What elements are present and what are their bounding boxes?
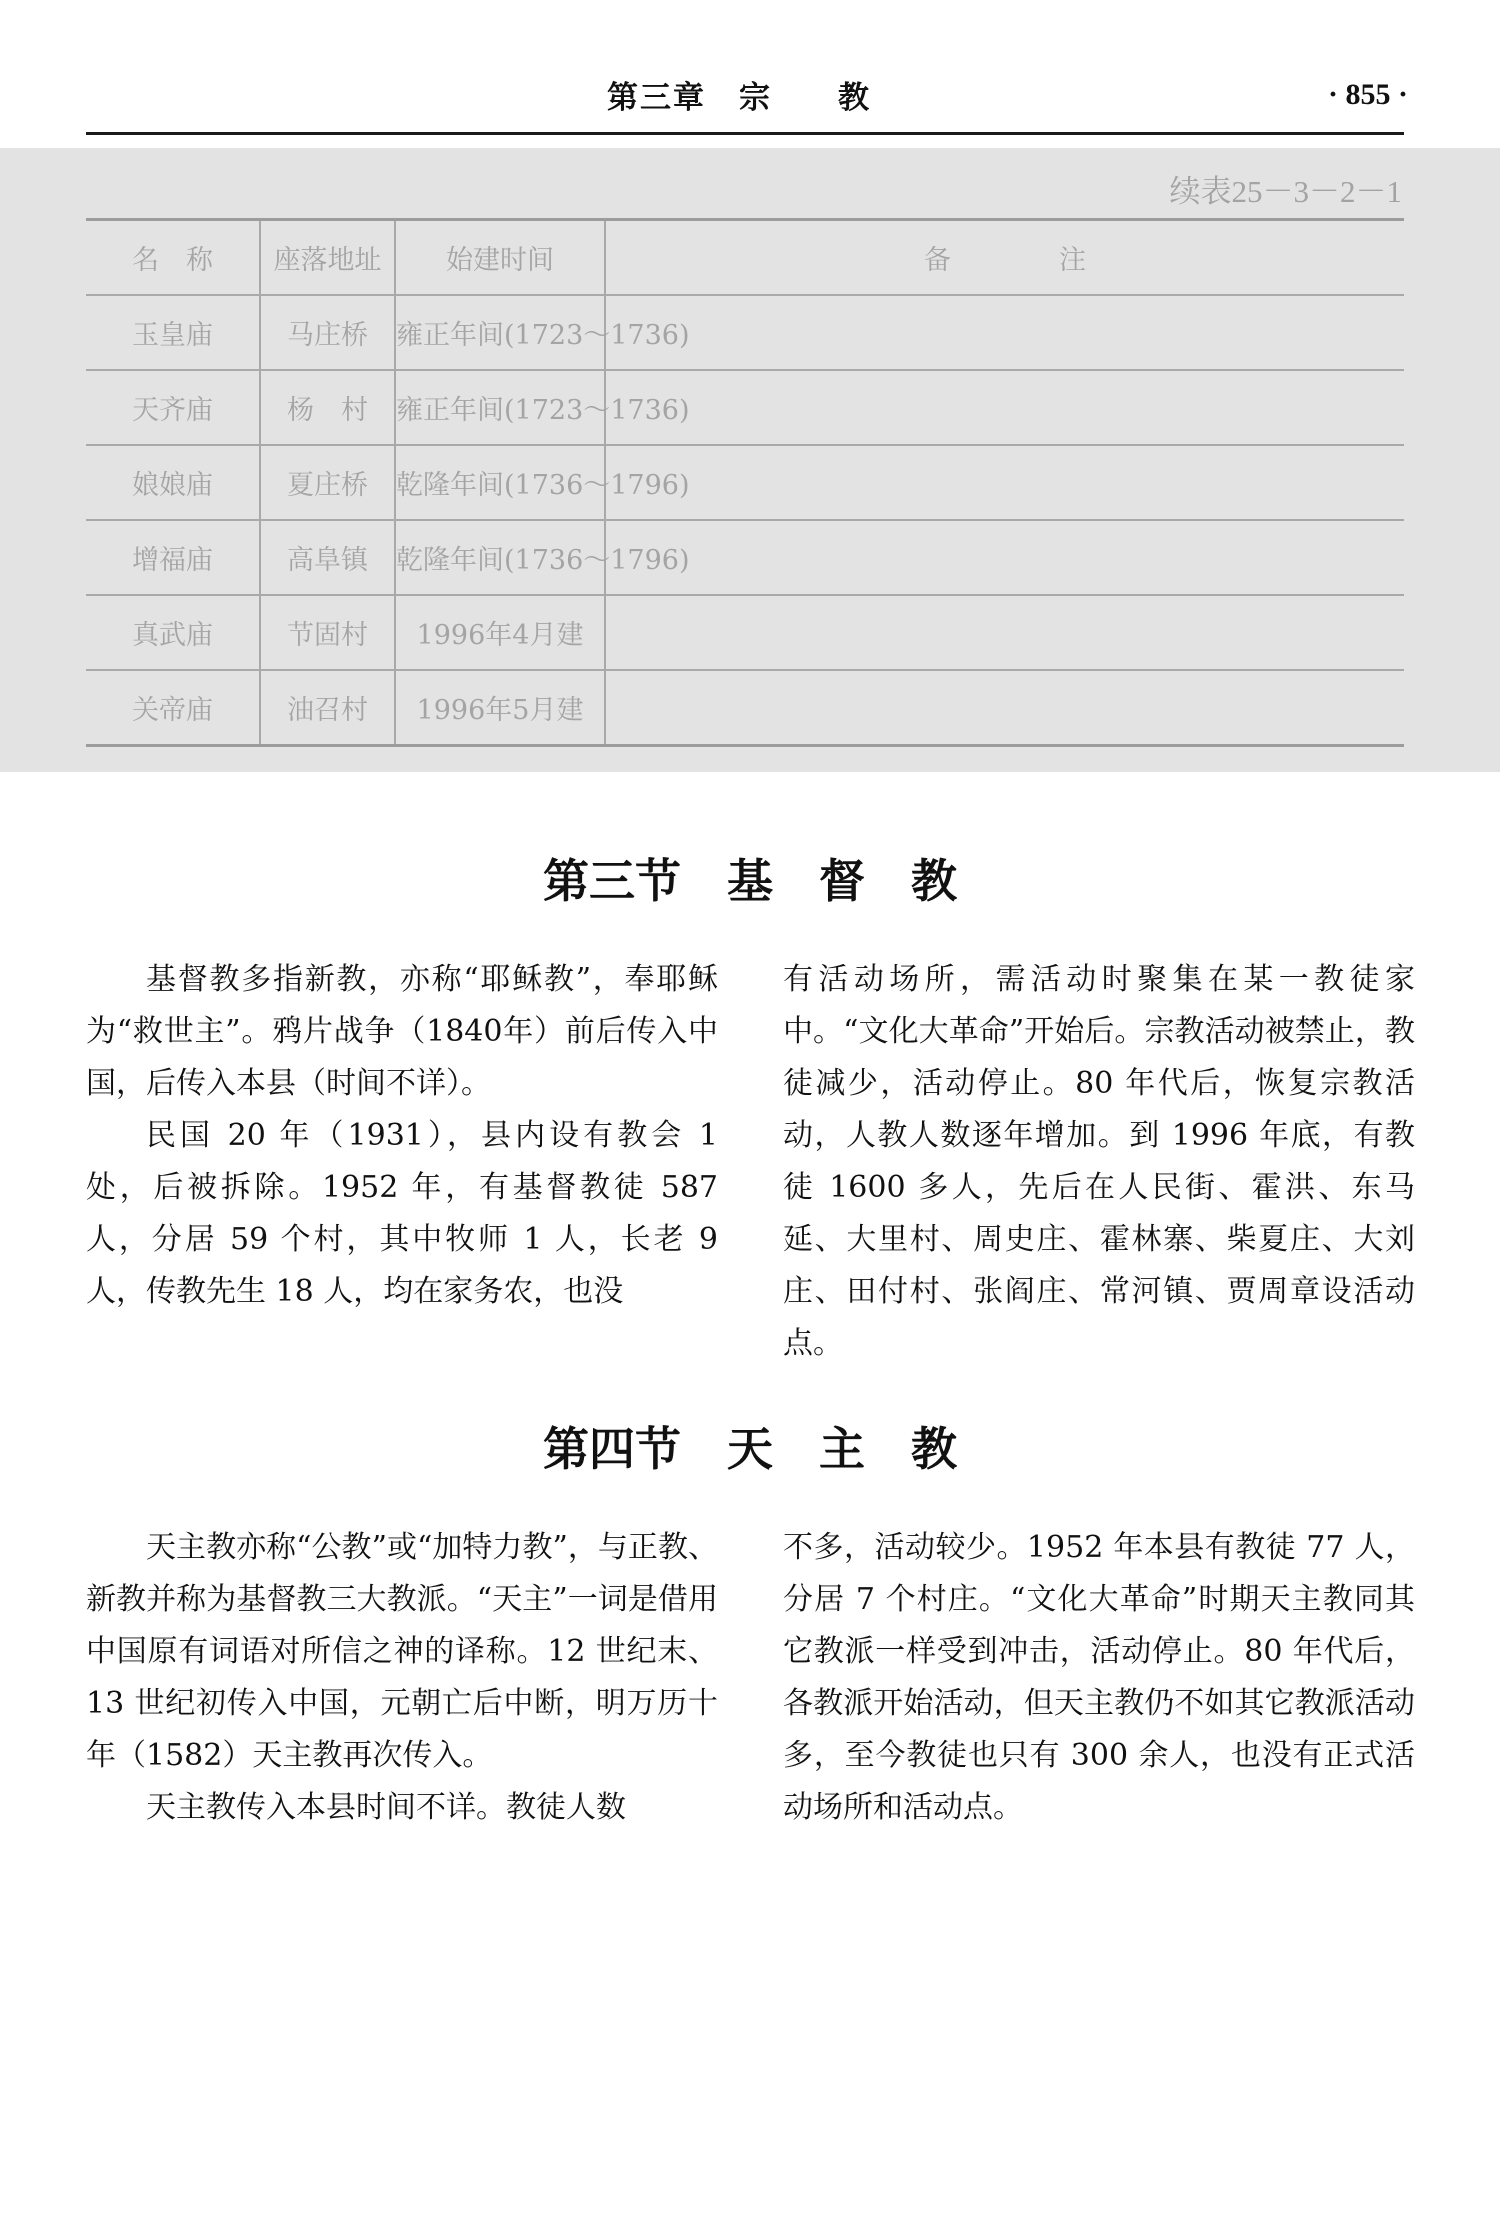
table-row [86, 295, 1404, 370]
temple-remarks [605, 445, 1404, 520]
temple-founded: 1996年5月建 [395, 670, 605, 746]
temple-address: 油召村 [260, 670, 395, 746]
christianity-left-column [86, 954, 718, 1318]
catholicism-left-column [86, 1522, 718, 1834]
temple-remarks [605, 370, 1404, 445]
temple-name: 真武庙 [86, 595, 260, 670]
table-caption: 续表25－3－2－1 [1169, 174, 1402, 209]
temple-table [86, 218, 1404, 747]
christianity-right-column [783, 954, 1415, 1370]
temple-remarks [605, 670, 1404, 746]
temple-address: 马庄桥 [260, 295, 395, 370]
temple-remarks [605, 520, 1404, 595]
running-head-chapter: 第三章 宗 教 [607, 80, 871, 116]
temple-name: 增福庙 [86, 520, 260, 595]
paragraph: 不多，活动较少。1952 年本县有教徒 77 人，分居 7 个村庄。“文化大革命”时期天主教同其它教派一样受到冲击，活动停止。80 年代后，各教派开始活动，但天主教仍不如其它教派活动多，至今教徒也只有 300 余人，也没有正式活动场所和活动点。 [783, 1530, 1415, 1825]
section-title-christianity: 第三节 基 督 教 [543, 854, 957, 908]
temple-remarks [605, 295, 1404, 370]
header-rule [86, 132, 1404, 135]
temple-founded: 雍正年间(1723～1736) [395, 370, 605, 445]
table-row [86, 370, 1404, 445]
page-number: · 855 · [1327, 78, 1408, 111]
paragraph: 民国 20 年（1931），县内设有教会 1 处，后被拆除。1952 年，有基督教徒 587 人，分居 59 个村，其中牧师 1 人，长老 9 人，传教先生 18 人，均在家务农，也没 [86, 1118, 718, 1309]
temple-name: 娘娘庙 [86, 445, 260, 520]
paragraph: 天主教传入本县时间不详。教徒人数 [146, 1790, 626, 1825]
temple-founded: 1996年4月建 [395, 595, 605, 670]
temple-table-region [0, 148, 1500, 772]
catholicism-right-column [783, 1522, 1415, 1834]
column-header-remarks: 备 注 [605, 220, 1404, 296]
temple-name: 关帝庙 [86, 670, 260, 746]
temple-name: 玉皇庙 [86, 295, 260, 370]
temple-address: 杨 村 [260, 370, 395, 445]
paragraph: 基督教多指新教，亦称“耶稣教”，奉耶稣为“救世主”。鸦片战争（1840年）前后传入中国，后传入本县（时间不详）。 [86, 962, 718, 1101]
table-row [86, 520, 1404, 595]
section-title-catholicism: 第四节 天 主 教 [543, 1422, 957, 1476]
table-row [86, 595, 1404, 670]
page-header [0, 0, 1500, 140]
temple-name: 天齐庙 [86, 370, 260, 445]
temple-address: 节固村 [260, 595, 395, 670]
temple-address: 夏庄桥 [260, 445, 395, 520]
paragraph: 有活动场所，需活动时聚集在某一教徒家中。“文化大革命”开始后。宗教活动被禁止，教徒减少，活动停止。80 年代后，恢复宗教活动，人教人数逐年增加。到 1996 年底，有教徒 1600 多人，先后在人民街、霍洪、东马延、大里村、周史庄、霍林寨、柴夏庄、大刘庄、田付村、张阎庄、常河镇、贾周章设活动点。 [783, 962, 1415, 1361]
table-row [86, 445, 1404, 520]
table-row [86, 670, 1404, 746]
temple-founded: 乾隆年间(1736～1796) [395, 445, 605, 520]
paragraph: 天主教亦称“公教”或“加特力教”，与正教、新教并称为基督教三大教派。“天主”一词是借用中国原有词语对所信之神的译称。12 世纪末、13 世纪初传入中国，元朝亡后中断，明万历十年（1582）天主教再次传入。 [86, 1530, 718, 1773]
temple-founded: 乾隆年间(1736～1796) [395, 520, 605, 595]
temple-remarks [605, 595, 1404, 670]
column-header-name: 名 称 [86, 220, 260, 296]
column-header-founded: 始建时间 [395, 220, 605, 296]
column-header-address: 座落地址 [260, 220, 395, 296]
temple-founded: 雍正年间(1723～1736) [395, 295, 605, 370]
table-header-row [86, 220, 1404, 296]
temple-address: 高阜镇 [260, 520, 395, 595]
